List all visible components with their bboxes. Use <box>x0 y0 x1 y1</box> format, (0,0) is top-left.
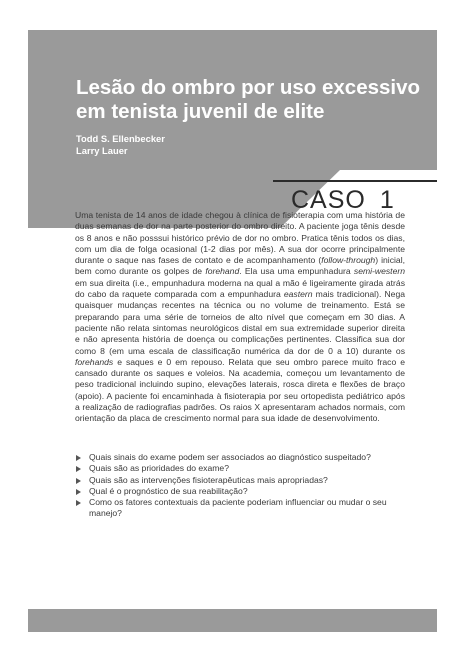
question-item <box>75 497 405 520</box>
body-text-emphasis: eastern <box>283 289 313 300</box>
question-text: Quais são as intervenções fisioterapêuticas mais apropriadas? <box>89 474 328 485</box>
triangle-bullet-icon <box>76 455 81 461</box>
author-name: Todd S. Ellenbecker <box>76 133 165 144</box>
question-text: Como os fatores contextuais da paciente poderiam influenciar ou mudar o seu manejo? <box>89 497 387 519</box>
question-list <box>75 452 405 520</box>
triangle-bullet-icon <box>76 478 81 484</box>
triangle-bullet-icon <box>76 489 81 495</box>
question-text: Quais sinais do exame podem ser associados ao diagnóstico suspeitado? <box>89 452 371 462</box>
question-text: Quais são as prioridades do exame? <box>89 463 229 474</box>
case-label-number: 1 <box>379 186 395 214</box>
body-text-run: e saques e 0 em repouso. Relata que seu ombro parece muito fraco e cansado durante os saques e voleios. Na academia, começou um levantamento de peso tradicional incluindo supino, elevações laterais, rosca direta e flexões de braço (apoio). A paciente foi encaminhada à fisioterapia por seu ortopedista pediátrico após a realização de radiografias padrões. Os raios X apresentaram achados normais, com orientação da placa de crescimento normal para sua idade de desenvolvimento. <box>75 356 405 424</box>
case-label-word: CASO <box>291 186 366 214</box>
body-text-emphasis: semi-western <box>353 266 405 277</box>
question-text: Qual é o prognóstico de sua reabilitação? <box>89 485 248 496</box>
author-name: Larry Lauer <box>76 145 128 156</box>
question-item <box>75 475 405 486</box>
body-text-emphasis: forehands <box>75 356 114 367</box>
footer-band <box>28 609 437 632</box>
book-page <box>28 30 437 632</box>
question-item <box>75 486 405 497</box>
question-item <box>75 463 405 474</box>
body-text-run: mais tradicional). Nega quaisquer mudanças recentes na técnica ou no volume de treinamento. Está se preparando para uma série de torneios de alto nível que começam em 30 dias. A paciente não relata sintomas neurológicos distal em sua extremidade superior direita e não apresenta história de doença ou complicações pertinentes. Classifica sua dor como 8 (em uma escala de classificação numérica da dor de 0 a 10) durante os <box>75 289 406 356</box>
body-text-run: ) inicial, bem como durante os golpes de <box>75 255 406 277</box>
triangle-bullet-icon <box>76 466 81 472</box>
body-text-emphasis: forehand <box>205 266 240 277</box>
case-divider-rule <box>273 180 437 182</box>
body-text-run: em sua direita (i.e., empunhadura moderna na qual a mão é ligeiramente girada atrás do cabo da raquete comparada com a empunhadura <box>75 277 405 300</box>
chapter-title: Lesão do ombro por uso excessivo em tenista juvenil de elite <box>76 76 421 123</box>
case-description <box>75 210 405 425</box>
body-text-run: Uma tenista de 14 anos de idade chegou à clínica de fisioterapia com uma história de duas semanas de dor na parte posterior do ombro direito. A paciente joga tênis desde os 8 anos e não posssui histórico prévio de dor no ombro. Pratica tênis todos os dias, com um dia de folga ocasional (1-2 dias por mês). A sua dor ocorre principalmente durante o saque nas fases de contato e de acompanhamento ( <box>75 210 405 266</box>
triangle-bullet-icon <box>76 500 81 506</box>
question-item <box>75 452 405 463</box>
body-text-emphasis: follow-through <box>321 255 376 266</box>
author-list <box>76 133 165 157</box>
body-text-run: . Ela usa uma empunhadura <box>239 266 354 277</box>
